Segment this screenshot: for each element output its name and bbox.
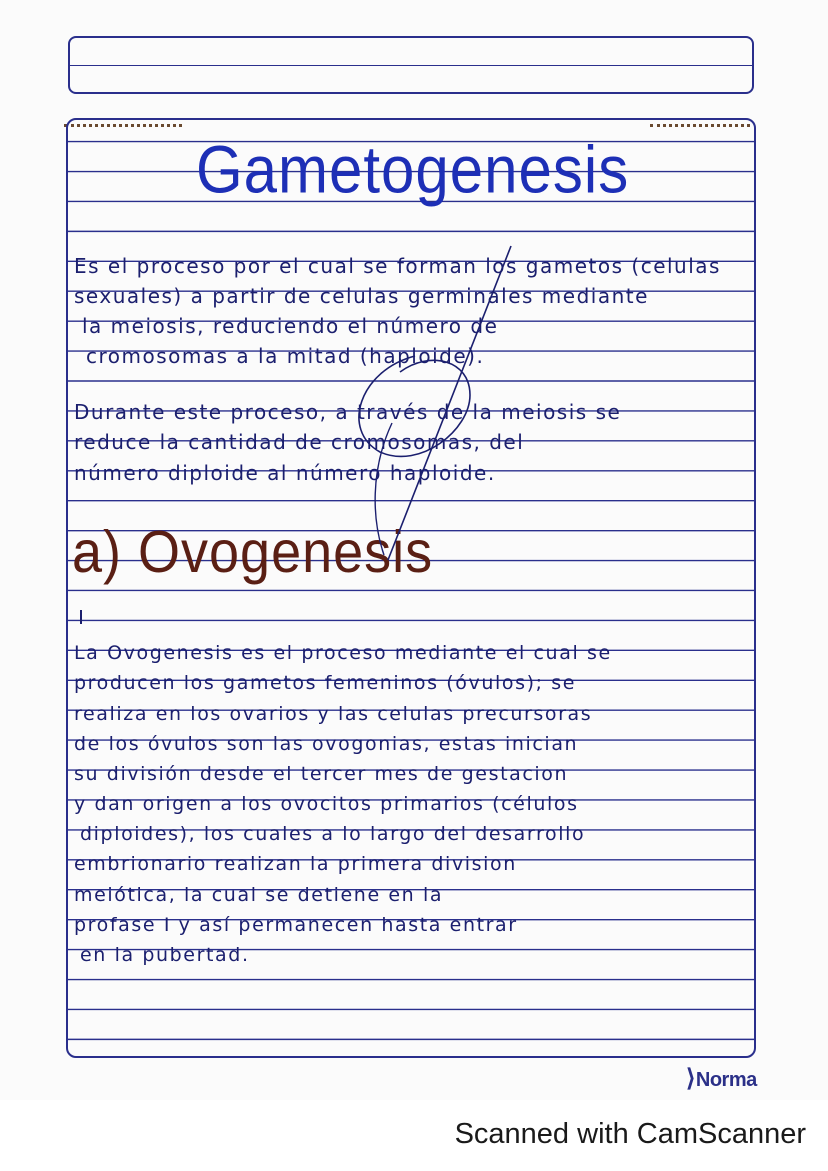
text-line: diploides), los cuales a lo largo del desarrollo [80, 823, 586, 845]
text-line: La Ovogenesis es el proceso mediante el cual se [74, 642, 612, 664]
header-rule [70, 65, 752, 66]
text-line: de los óvulos son las ovogonias, estas inician [74, 733, 579, 755]
notebook-brand-logo [686, 1064, 757, 1093]
text-line: meiótica, la cual se detiene en la [74, 884, 444, 906]
page-title: Gametogenesis [196, 132, 630, 208]
text-line: Durante este proceso, a través de la meiosis se [74, 400, 622, 424]
text-line: producen los gametos femeninos (óvulos); se [74, 672, 577, 694]
text-line: embrionario realizan la primera division [74, 853, 517, 875]
section-heading: a) Ovogenesis [72, 519, 434, 586]
text-line: número diploide al número haploide. [74, 461, 496, 485]
text-line: su división desde el tercer mes de gestacion [74, 763, 569, 785]
text-line: la meiosis, reduciendo el número de [82, 314, 499, 338]
brand-swoosh-icon: ⟩ [686, 1065, 695, 1092]
text-line: realiza en los ovarios y las celulas precursoras [74, 703, 593, 725]
text-line: en la pubertad. [80, 944, 250, 966]
scanner-watermark: Scanned with CamScanner [454, 1118, 806, 1150]
ink-mark [80, 610, 82, 624]
text-line: Es el proceso por el cual se forman los gametos (celulas [74, 254, 721, 278]
text-line: y dan origen a los ovocitos primarios (célulos [74, 793, 579, 815]
text-line: cromosomas a la mitad (haploide). [86, 344, 485, 368]
brand-name: Norma [695, 1069, 757, 1091]
header-box [68, 36, 754, 94]
text-line: sexuales) a partir de celulas germinales mediante [74, 284, 649, 308]
text-line: profase I y así permanecen hasta entrar [74, 914, 518, 936]
text-line: reduce la cantidad de cromosomas, del [74, 430, 525, 454]
